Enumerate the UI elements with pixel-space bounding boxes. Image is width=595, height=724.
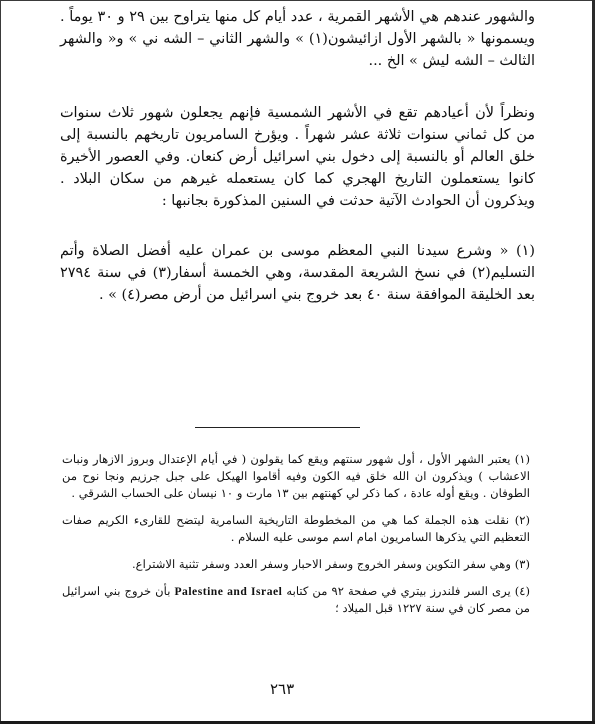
footnote-4-text-start: (٤) يرى السر فلندرز بيتري في صفحة ٩٢ من كتابه — [286, 584, 531, 598]
footnote-3: (٣) وهي سفر التكوين وسفر الخروج وسفر الاحبار وسفر العدد وسفر تثنية الاشتراع. — [131, 557, 530, 571]
page-number: ٢٦٣ — [270, 680, 295, 698]
footnote-2: (٢) نقلت هذه الجملة كما هي من المخطوطة التاريخية السامرية ليتضح للقارىء الكريم صفات التعظيم التي يذكرها السامريون امام اسم موسى عليه السلام . — [62, 513, 530, 544]
footnote-1: (١) يعتبر الشهر الأول ، أول شهور سنتهم ويقع كما يقولون ( في أيام الإعتدال وبروز الازهار ونبات الاعشاب ) ويذكرون ان الله خلق فيه الكون وفيه أقاموا الهيكل على جبل جرزيم ونجا نوح من الطوفان . ويقع أوله عادة ، كما ذكر لي كهنتهم بين ١٣ مارت و ١٠ نيسان على الحساب الشرقي . — [62, 452, 530, 500]
paragraph-event-1: (١) « وشرع سيدنا النبي المعظم موسى بن عمران عليه أفضل الصلاة وأتم التسليم(٢) في نسخ الشريعة المقدسة، وهي الخمسة أسفار(٣) في سنة ٢٧٩٤ بعد الخليقة الموافقة سنة ٤٠ بعد خروج بني اسرائيل من أرض مصر(٤) » . — [60, 243, 536, 303]
main-text — [60, 6, 535, 306]
footnote-4-text-end: بأن خروج بني اسرائيل من مصر كان في سنة ١٢٢٧ قبل الميلاد ؛ — [62, 584, 530, 615]
footnote-separator — [195, 427, 360, 428]
footnotes — [62, 451, 530, 627]
footnote-4-book-title: Palestine and Israel — [174, 585, 283, 598]
paragraph-calendar: ونظراً لأن أعيادهم تقع في الأشهر الشمسية فإنهم يجعلون شهور ثلاث سنوات من كل ثماني سنوات ثلاثة عشر شهراً . ويؤرخ السامريون تاريخهم بالنسبة إلى خلق العالم أو بالنسبة إلى دخول بني اسرائيل أرض كنعان. وفي العصور الأخيرة كانوا يستعملون التاريخ الهجري كما كان يستعمله غيرهم من سكان البلاد . ويذكرون أن الحوادث الآتية حدثت في السنين المذكورة بجانبها : — [60, 105, 535, 209]
footnote-4 — [62, 583, 530, 617]
paragraph-months: والشهور عندهم هي الأشهر القمرية ، عدد أيام كل منها يتراوح بين ٢٩ و ٣٠ يوماً . ويسمونها « بالشهر الأول ازائيشون(١) » والشهر الثاني – الشه ني » و« والشهر الثالث – الشه ليش » الخ ... — [60, 9, 536, 69]
